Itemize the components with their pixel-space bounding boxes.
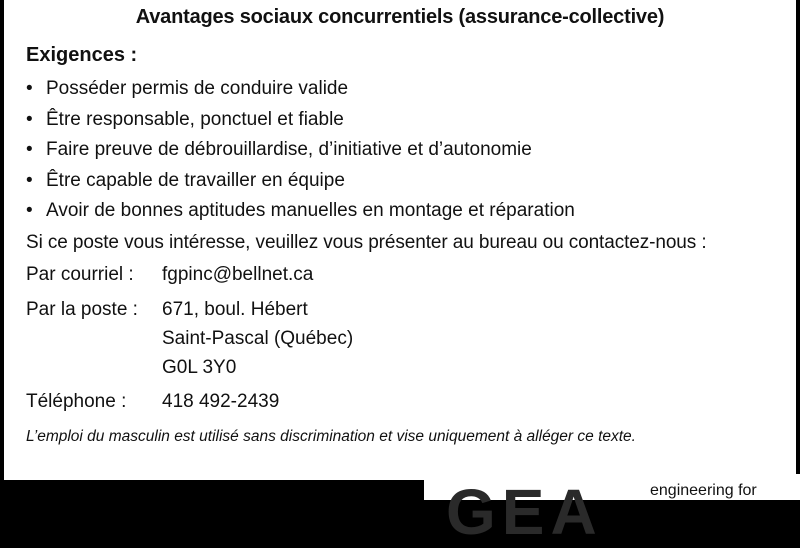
address-line-2: Saint-Pascal (Québec)	[162, 328, 354, 349]
requirements-title: Exigences :	[26, 44, 138, 66]
address-line-1: 671, boul. Hébert	[162, 299, 308, 320]
bullet-icon: •	[26, 108, 33, 130]
contact-intro: Si ce poste vous intéresse, veuillez vous présenter au bureau ou contactez-nous :	[26, 232, 707, 253]
bullet-icon: •	[26, 169, 33, 191]
email-row	[26, 264, 160, 286]
list-item: • Posséder permis de conduire valide	[26, 74, 575, 105]
phone-label: Téléphone :	[26, 391, 127, 412]
logo-tagline: engineering for	[650, 482, 757, 499]
email-label: Par courriel :	[26, 264, 134, 285]
address-line-3: G0L 3Y0	[162, 357, 237, 378]
logo-icon: GEA	[446, 476, 603, 548]
post-label: Par la poste :	[26, 299, 138, 320]
bullet-icon: •	[26, 200, 33, 221]
benefits-headline: Avantages sociaux concurrentiels (assurance-collective)	[135, 6, 665, 28]
logo-banner	[424, 474, 800, 548]
gender-note: L’emploi du masculin est utilisé sans discrimination et vise uniquement à alléger ce texte.	[26, 428, 636, 445]
bullet-icon: •	[26, 78, 33, 99]
list-item: • Être responsable, ponctuel et fiable	[26, 105, 575, 136]
list-item: • Faire preuve de débrouillardise, d’initiative et d’autonomie	[26, 135, 575, 166]
email-link[interactable]: fgpinc@bellnet.ca	[162, 264, 314, 285]
requirements-list	[26, 74, 575, 227]
list-item: • Être capable de travailler en équipe	[26, 166, 575, 197]
list-item: • Avoir de bonnes aptitudes manuelles en montage et réparation	[26, 196, 575, 227]
bullet-icon: •	[26, 139, 33, 160]
phone-number[interactable]: 418 492-2439	[162, 391, 280, 412]
job-ad-panel	[4, 0, 796, 480]
